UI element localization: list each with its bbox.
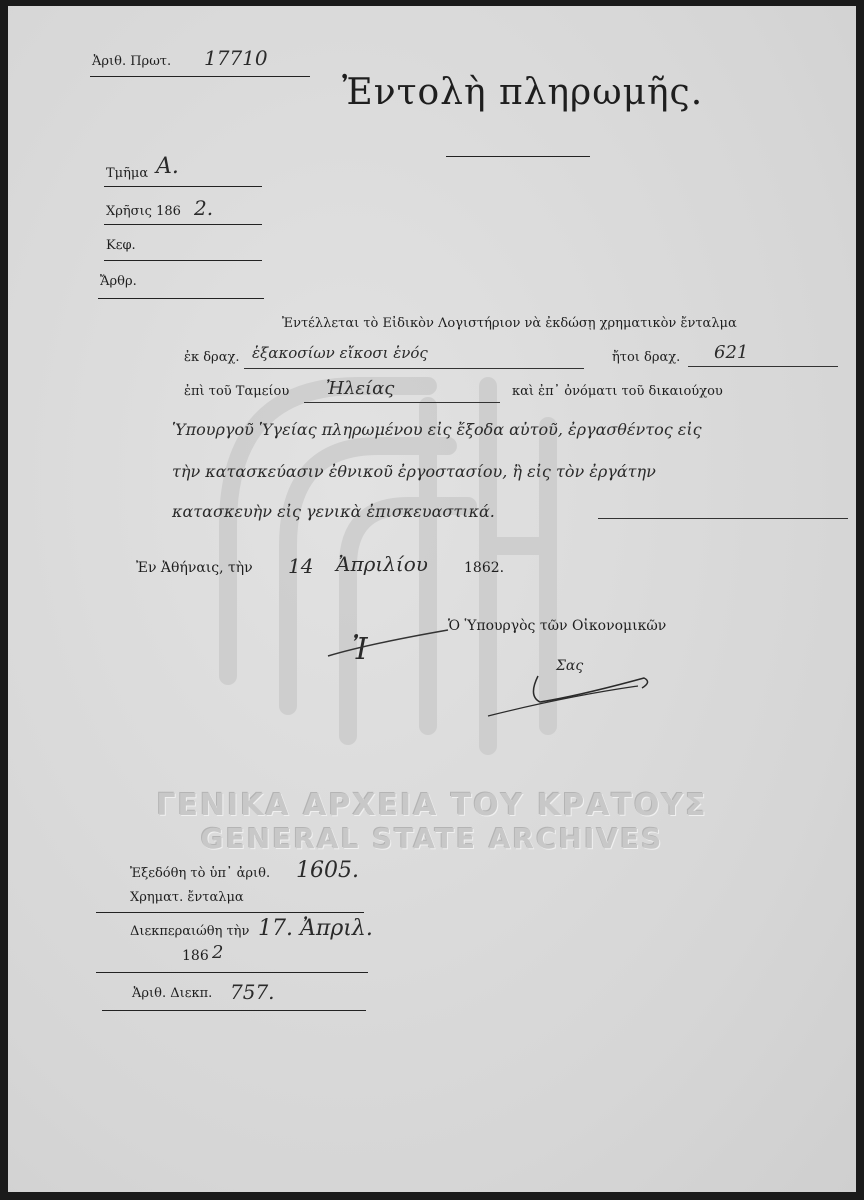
tameiou-rule <box>304 402 500 403</box>
diekperaiothi-rule <box>96 972 368 973</box>
ek-drax-label: ἐκ δραχ. <box>184 350 240 365</box>
arith-diekp-rule <box>102 1010 366 1011</box>
arith-diekp-value: 757. <box>230 980 275 1004</box>
minister-initials: Ἰ <box>352 632 368 667</box>
beneficiary-line-1: Ὑπουργοῦ Ὑγείας πληρωμένου εἰς ἔξοδα αὐτοῦ, ἐργασθέντος εἰς <box>172 420 702 439</box>
tmima-label: Τμῆμα <box>106 166 149 181</box>
diekperaiothi-label: Διεκπεραιώθη τὴν <box>130 924 250 939</box>
protocol-label: Ἀριθ. Πρωτ. <box>92 54 172 69</box>
document-page <box>8 6 856 1192</box>
year-prefix: 186 <box>182 948 209 964</box>
document-title: Ἐντολὴ πληρωμῆς. <box>342 72 704 113</box>
minister-label: Ὁ Ὑπουργὸς τῶν Οἰκονομικῶν <box>448 618 667 634</box>
arthr-label: Ἄρθρ. <box>100 274 137 289</box>
tmima-rule <box>104 186 262 187</box>
watermark-english: GENERAL STATE ARCHIVES <box>200 822 664 855</box>
entalma-label: Χρηματ. ἔνταλμα <box>130 890 244 905</box>
itoi-drax-value: 621 <box>714 342 749 363</box>
xrisis-rule <box>104 224 262 225</box>
arith-diekp-label: Ἀριθ. Διεκπ. <box>132 986 213 1001</box>
title-rule <box>446 156 590 157</box>
diekperaiothi-value: 17. Ἀπριλ. <box>258 916 373 941</box>
beneficiary-end-rule <box>598 518 848 519</box>
issued-label: Ἐξεδόθη τὸ ὑπ᾽ ἀριθ. <box>130 866 271 881</box>
protocol-number: 17710 <box>204 46 268 70</box>
ek-drax-rule <box>244 368 584 369</box>
xrisis-label: Χρῆσις 186 <box>106 204 181 219</box>
watermark-greek: ΓΕΝΙΚΑ ΑΡΧΕΙΑ ΤΟΥ ΚΡΑΤΟΥΣ <box>156 788 708 823</box>
protocol-rule <box>90 76 310 77</box>
issued-rule <box>96 912 364 913</box>
date-prefix: Ἐν Ἀθήναις, τὴν <box>136 560 253 576</box>
itoi-drax-label: ἤτοι δραχ. <box>612 350 681 365</box>
date-year: 1862. <box>464 560 505 576</box>
tmima-value: Α. <box>156 154 179 179</box>
year-value: 2 <box>212 942 224 963</box>
tameiou-label: ἐπὶ τοῦ Ταμείου <box>184 384 290 399</box>
initials-stroke <box>308 626 468 666</box>
tameiou-value: Ἠλείας <box>326 378 395 399</box>
kef-label: Κεφ. <box>106 238 136 253</box>
itoi-drax-rule <box>688 366 838 367</box>
beneficiary-line-2: τὴν κατασκεύασιν ἐθνικοῦ ἐργοστασίου, ἢ εἰς τὸν ἐργάτην <box>172 462 656 481</box>
xrisis-value: 2. <box>194 196 214 220</box>
date-month: Ἀπριλίου <box>336 552 428 576</box>
issued-value: 1605. <box>296 858 359 883</box>
minister-signature: Σας <box>556 658 584 674</box>
beneficiary-line-3: κατασκευὴν εἰς γενικὰ ἐπισκευαστικά. <box>172 502 495 521</box>
signature-flourish <box>468 656 668 726</box>
intro-text: Ἐντέλλεται τὸ Εἰδικὸν Λογιστήριον νὰ ἐκδώσῃ χρηματικὸν ἔνταλμα <box>282 316 737 331</box>
date-day: 14 <box>288 554 314 578</box>
ek-drax-value: ἑξακοσίων εἴκοσι ἑνός <box>252 344 428 362</box>
kef-rule <box>104 260 262 261</box>
arthr-rule <box>98 298 264 299</box>
onomati-label: καὶ ἐπ᾽ ὀνόματι τοῦ δικαιούχου <box>512 384 723 399</box>
